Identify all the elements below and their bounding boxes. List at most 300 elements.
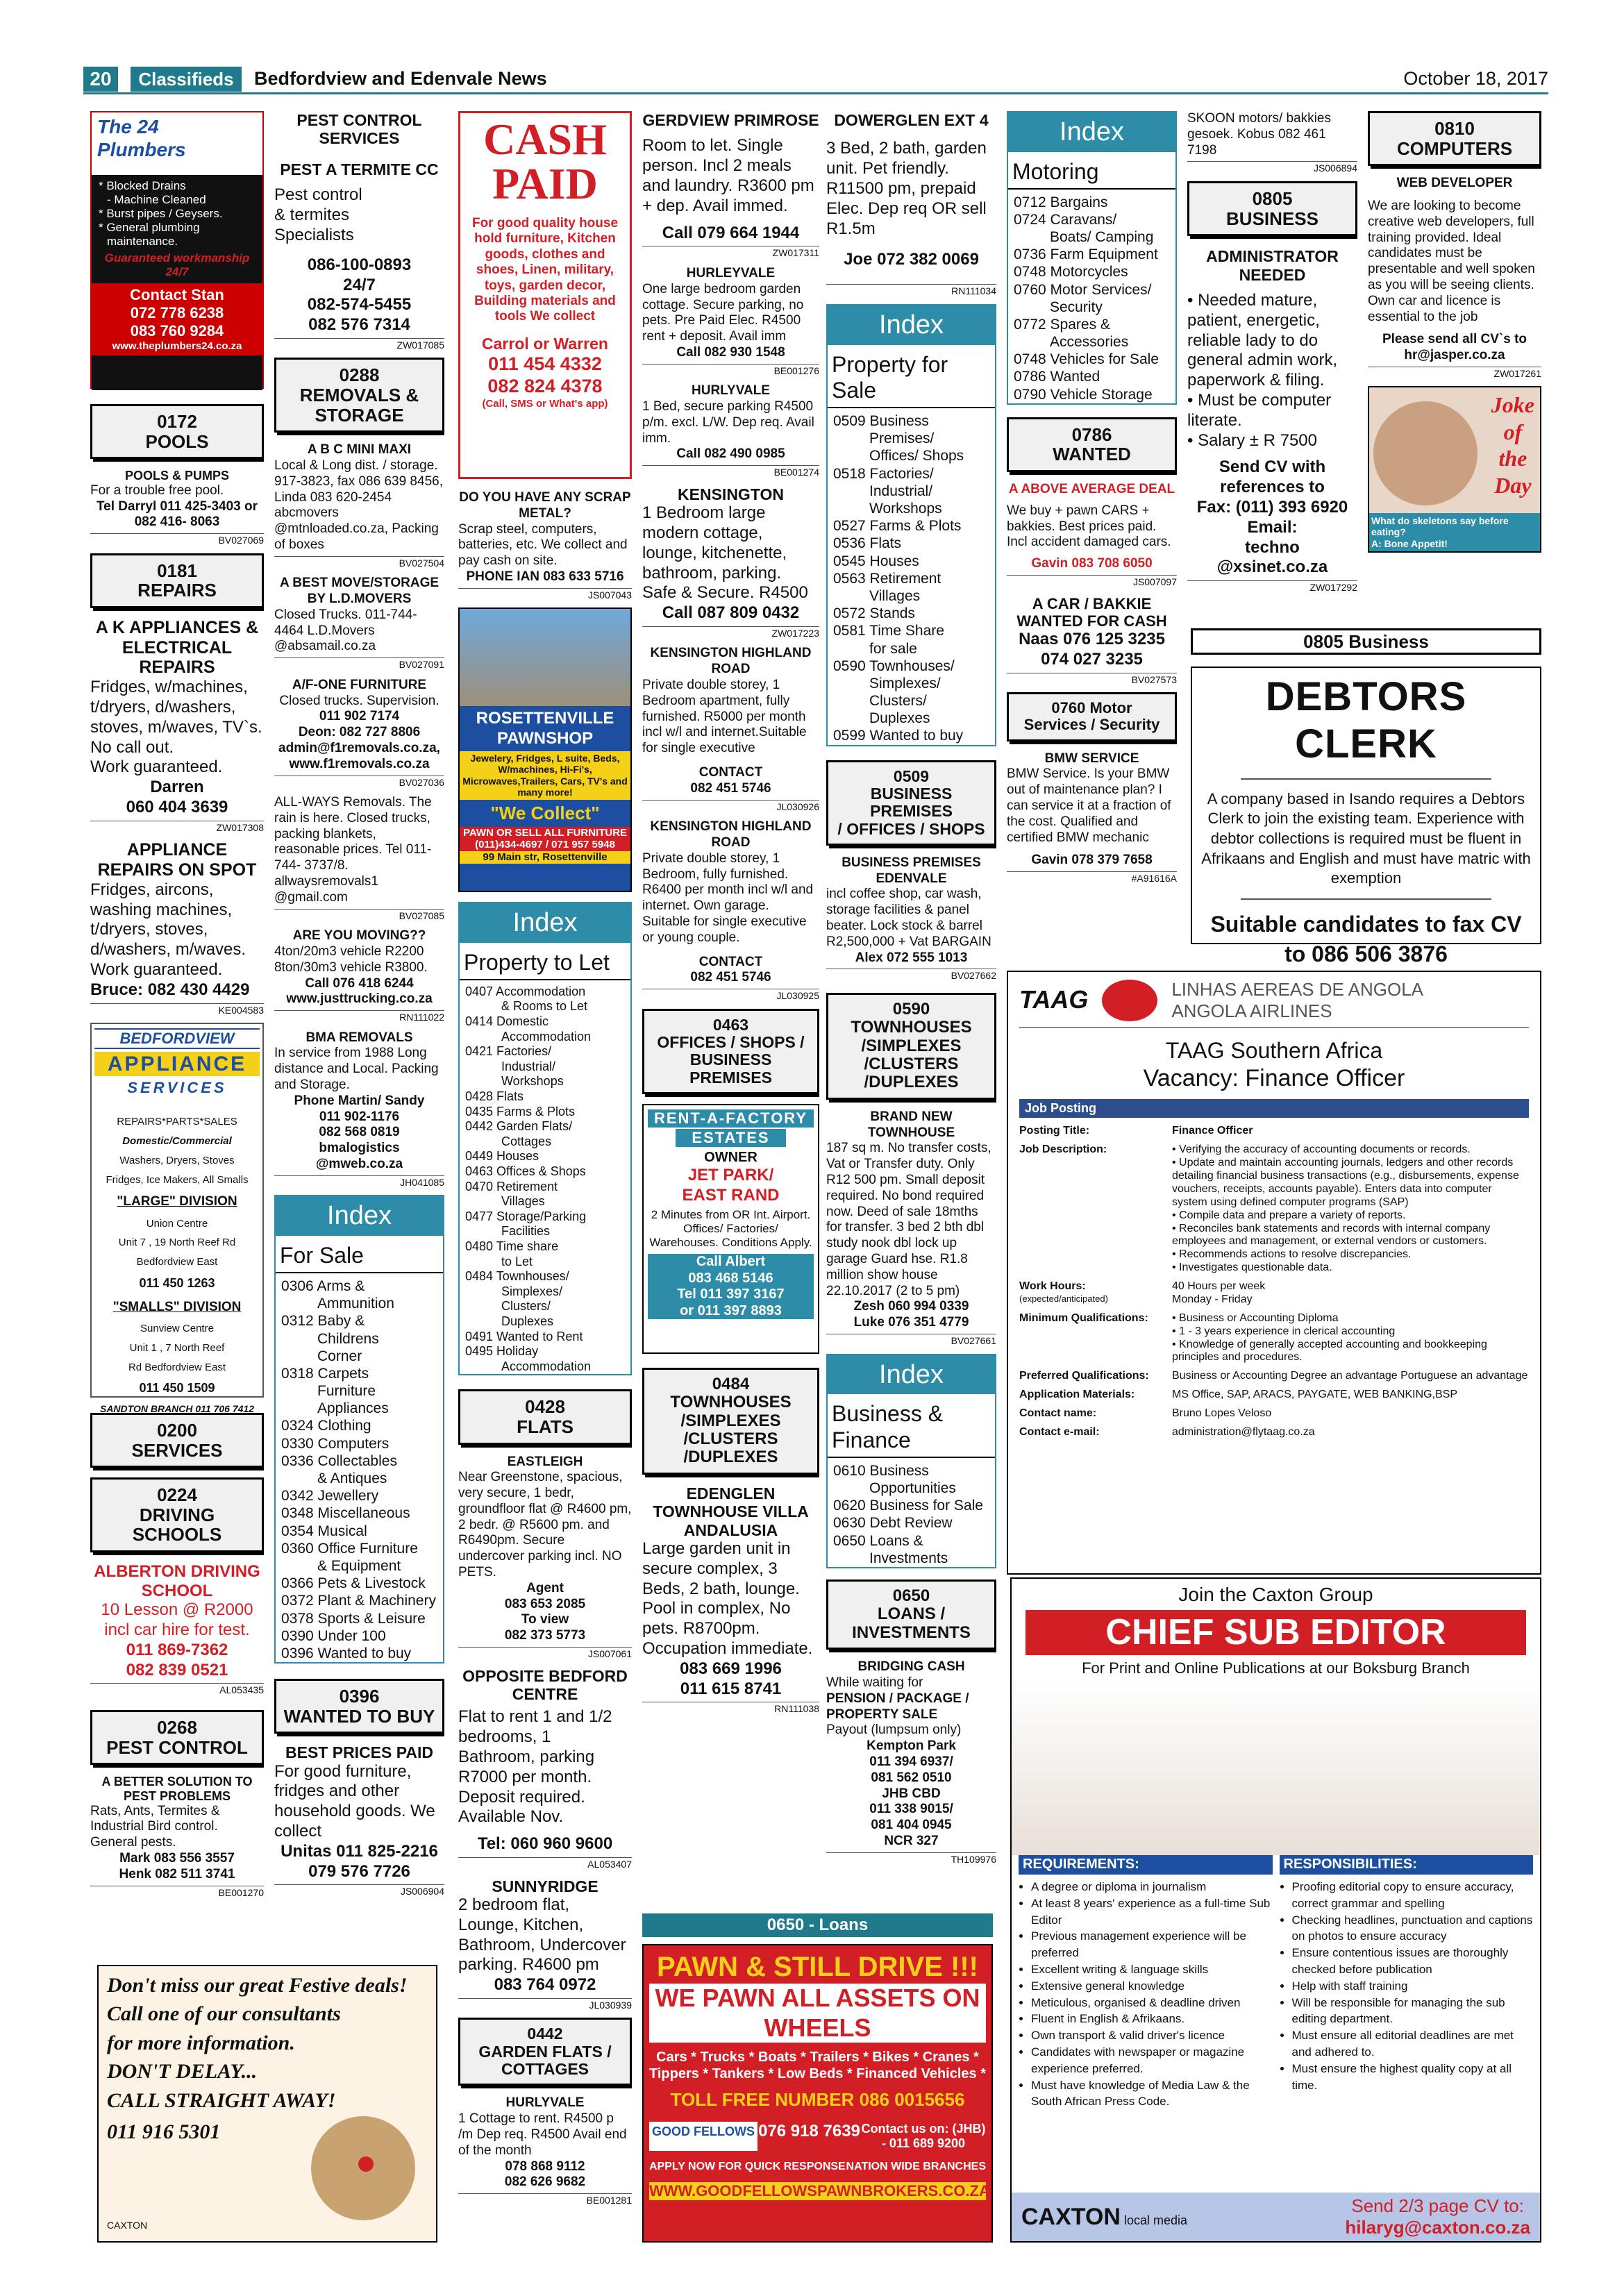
bed-l11: Sunview Centre: [140, 1323, 214, 1335]
index-item[interactable]: Industrial/: [501, 1059, 556, 1073]
index-title: Index: [276, 1196, 443, 1236]
index-item[interactable]: 0620 Business for Sale: [833, 1498, 983, 1514]
index-item[interactable]: 0563 Retirement: [833, 570, 941, 587]
apr-title: APPLIANCE REPAIRS ON SPOT: [97, 840, 257, 880]
plumbers-item: * Burst pipes / Geysers.: [99, 207, 223, 221]
bmw-title: BMW SERVICE: [1044, 751, 1139, 766]
cash-title: CASH: [483, 115, 607, 164]
index-item[interactable]: Accommodation: [501, 1029, 592, 1044]
ad-code: BV027091: [274, 657, 444, 671]
hurly2-text: 1 Cottage to rent. R4500 p /m Dep req. R4500 Avail end of the month: [458, 2111, 627, 2158]
index-item[interactable]: 0495 Holiday: [465, 1344, 539, 1359]
category-pools[interactable]: 0172 POOLS: [90, 404, 264, 459]
cse-subtitle: For Print and Online Publications at our Boksburg Branch: [1082, 1659, 1470, 1677]
index-item[interactable]: 0463 Offices & Shops: [465, 1164, 586, 1178]
pawn-still-drive-ad: [642, 1944, 993, 2243]
wd-send: Please send all CV`s to hr@jasper.co.za: [1382, 332, 1527, 363]
cash-names: Carrol or Warren: [482, 334, 608, 353]
index-item[interactable]: 0336 Collectables: [281, 1452, 397, 1469]
category-driving-schools[interactable]: 0224 DRIVING SCHOOLS: [90, 1477, 264, 1552]
bullet-item: • Update and maintain accounting journals, ledgers and other records detailing financial business transactions (e.g., disbursements, expense vouchers, receipts, accounts payable). Enters data into computer system using defined computer programs (SAP): [1172, 1157, 1519, 1208]
psd-title-2: WE PAWN ALL ASSETS ON WHEELS: [649, 1984, 986, 2043]
index-item[interactable]: 0630 Debt Review: [833, 1515, 953, 1532]
bed-l12: Unit 1 , 7 North Reef: [129, 1341, 225, 1354]
index-item[interactable]: 0599 Wanted to buy: [833, 728, 964, 744]
ad-code: BE001281: [458, 2193, 632, 2206]
bn-title: BRAND NEW TOWNHOUSE: [867, 1109, 955, 1140]
index-item[interactable]: 0790 Vehicle Storage: [1014, 386, 1153, 403]
taag-v3: 40 Hours per week: [1172, 1280, 1266, 1293]
bed-l3: Washers, Dryers, Stoves: [119, 1154, 235, 1166]
ad-code: AL053435: [90, 1683, 264, 1696]
festive-l2: Call one of our consultants: [107, 2002, 341, 2026]
ad-code: TH109976: [826, 1852, 996, 1866]
hurly2-phone-2: 082 626 9682: [504, 2175, 586, 2190]
index-item[interactable]: Villages: [869, 587, 921, 604]
index-property-to-let: [458, 902, 632, 1375]
index-item[interactable]: 0407 Accommodation: [465, 984, 586, 998]
index-item[interactable]: 0581 Time Share: [833, 623, 944, 639]
index-title: Index: [1008, 112, 1175, 152]
index-item[interactable]: 0449 Houses: [465, 1149, 539, 1164]
index-item[interactable]: 0650 Loans &: [833, 1532, 923, 1549]
index-item[interactable]: 0390 Under 100: [281, 1627, 386, 1644]
index-item[interactable]: Workshops: [501, 1074, 564, 1089]
index-heading: Property to Let: [460, 947, 630, 980]
edg-phone-2: 011 615 8741: [680, 1679, 782, 1698]
bp-phone-2: 079 576 7726: [308, 1861, 410, 1881]
index-item[interactable]: Accommodation: [501, 1359, 592, 1373]
ad-code: JS007043: [458, 588, 632, 601]
category-wanted-to-buy[interactable]: 0396 WANTED TO BUY: [274, 1679, 444, 1734]
plumbers-phone-1: 072 778 6238: [130, 304, 224, 322]
dc-suitable: Suitable candidates to fax CV to 086 506 3876: [1210, 911, 1522, 967]
cse-resp-list: [1280, 1879, 1534, 2093]
af-web: www.f1removals.co.za: [289, 756, 430, 771]
index-item[interactable]: 0318 Carpets: [281, 1365, 369, 1382]
raf-title: RENT-A-FACTORY: [648, 1109, 814, 1128]
bc-l5: 011 394 6937/: [869, 1754, 953, 1769]
joke-of-the-day: [1368, 386, 1541, 553]
bma-title: BMA REMOVALS: [305, 1030, 413, 1045]
kens-phone: Call 087 809 0432: [662, 603, 800, 623]
bed-l14: 011 450 1509: [139, 1381, 215, 1396]
plumbers-item: maintenance.: [107, 235, 178, 249]
pc-phone-2: 24/7: [343, 275, 376, 294]
ad-code: BE001274: [642, 465, 819, 478]
category-garden-flats[interactable]: 0442 GARDEN FLATS / COTTAGES: [458, 2018, 632, 2086]
index-item[interactable]: 0484 Townhouses/: [465, 1269, 569, 1284]
cse-email[interactable]: hilaryg@caxton.co.za: [1345, 2217, 1530, 2238]
sunny-phone: 083 764 0972: [494, 1975, 596, 1995]
bullet-item: • Meticulous, organised & deadline driven: [1031, 1995, 1273, 2011]
index-item[interactable]: Industrial/: [869, 483, 933, 499]
taag-v4: [1172, 1312, 1529, 1365]
bullet-item: • Verifying the accuracy of accounting documents or records.: [1172, 1143, 1471, 1156]
category-business[interactable]: 0805 BUSINESS: [1187, 181, 1357, 236]
taag-logo: TAAG: [1019, 985, 1089, 1014]
category-repairs[interactable]: 0181 REPAIRS: [90, 553, 264, 608]
category-flats[interactable]: 0428 FLATS: [458, 1389, 632, 1444]
ad-code: ZW017311: [642, 246, 819, 259]
index-item[interactable]: & Equipment: [317, 1557, 401, 1574]
khr2-contact: CONTACT: [698, 954, 763, 969]
index-item[interactable]: 0590 Townhouses/: [833, 657, 955, 674]
cse-req-list: [1019, 1879, 1273, 2110]
af-phone-1: 011 902 7174: [319, 709, 400, 724]
taag-v7: Bruno Lopes Veloso: [1172, 1407, 1272, 1420]
bsol-phone-1: Mark 083 556 3557: [119, 1850, 235, 1866]
taag-v6: MS Office, SAP, ARACS, PAYGATE, WEB BANKING,BSP: [1172, 1389, 1458, 1401]
raf-title-2: ESTATES: [676, 1129, 786, 1147]
index-item[interactable]: Appliances: [317, 1400, 389, 1417]
rosettenville-pawnshop-ad: [458, 607, 632, 892]
index-item[interactable]: 0354 Musical: [281, 1523, 367, 1539]
bullet-item: • Proofing editorial copy to ensure accuracy, correct grammar and spelling: [1292, 1879, 1534, 1912]
psd-title: PAWN & STILL DRIVE !!!: [657, 1952, 978, 1982]
raf-call: Call Albert: [648, 1254, 814, 1271]
index-item[interactable]: 0509 Business: [833, 413, 929, 430]
page-header: [83, 67, 1548, 92]
bsol-title: A BETTER SOLUTION TO PEST PROBLEMS: [101, 1775, 253, 1803]
index-item[interactable]: 0372 Plant & Machinery: [281, 1593, 436, 1609]
debtors-clerk-ad: [1191, 667, 1541, 967]
index-item[interactable]: 0442 Garden Flats/: [465, 1119, 573, 1134]
cash-text: For good quality house hold furniture, Kitchen goods, clothes and shoes, Linen, military, toys, garden decor, Building materials and tools We collect: [471, 216, 619, 324]
index-item[interactable]: Investments: [869, 1550, 948, 1566]
index-item[interactable]: 0396 Wanted to buy: [281, 1645, 412, 1661]
khr2-phone: 082 451 5746: [690, 970, 771, 985]
ad-code: RN111034: [826, 284, 996, 297]
taag-title-1: TAAG Southern Africa: [1165, 1038, 1383, 1064]
bn-phone-2: Luke 076 351 4779: [853, 1315, 969, 1330]
index-item[interactable]: Childrens: [317, 1330, 379, 1347]
column-4: [642, 111, 819, 1930]
index-item[interactable]: 0342 Jewellery: [281, 1488, 379, 1505]
opp-text: Flat to rent 1 and 1/2 bedrooms, 1 Bathroom, parking R7000 per month. Deposit required. Available Nov.: [458, 1707, 612, 1827]
plumbers-ad: [90, 111, 264, 389]
skoon-text: SKOON motors/ bakkies gesoek. Kobus 082 461 7198: [1187, 111, 1331, 158]
festive-l3: for more information.: [107, 2031, 295, 2054]
gerd-text: Room to let. Single person. Incl 2 meals and laundry. R3600 pm + dep. Avail immed.: [642, 136, 814, 215]
index-item[interactable]: 0772 Spares &: [1014, 316, 1110, 333]
pc-phone-3: 082-574-5455: [307, 295, 412, 315]
plumbers-guarantee: Guaranteed workmanship 24/7: [104, 251, 250, 279]
plumbers-item: - Machine Cleaned: [107, 193, 206, 207]
joke-title-3: the: [1498, 446, 1527, 471]
cse-brand: CAXTON: [1021, 2203, 1121, 2230]
ad-code: JS006904: [274, 1884, 444, 1897]
plumbers-website: www.theplumbers24.co.za: [112, 340, 242, 353]
bc-l7: JHB CBD: [882, 1786, 941, 1801]
index-item[interactable]: Accessories: [1050, 334, 1129, 351]
ad-code: BV027085: [274, 909, 444, 922]
edg-title: EDENGLEN TOWNHOUSE VILLA ANDALUSIA: [653, 1484, 809, 1539]
festive-phone: 011 916 5301: [107, 2120, 221, 2143]
index-item[interactable]: & Antiques: [317, 1470, 387, 1486]
wd-text: We are looking to become creative web developers, full training provided. Ideal candidates must be presentable and well spoken as you will be seeing clients. Own car and licence is essential to the job: [1368, 198, 1535, 324]
issue-date: October 18, 2017: [1403, 68, 1548, 89]
ad-code: #A91616A: [1007, 871, 1177, 885]
index-item[interactable]: 0610 Business: [833, 1462, 929, 1479]
raf-phone-1: 083 468 5146: [648, 1271, 814, 1287]
eastleigh-view: To view: [521, 1612, 569, 1627]
index-list: [276, 1277, 443, 1662]
category-business-premises[interactable]: 0509 BUSINESS PREMISES / OFFICES / SHOPS: [826, 760, 996, 846]
ad-code: BE001270: [90, 1886, 264, 1899]
index-item[interactable]: 0348 Miscellaneous: [281, 1505, 410, 1522]
chief-sub-editor-ad: [1010, 1577, 1541, 2243]
index-heading: Business & Finance: [828, 1398, 995, 1458]
moving-phone: Call 076 418 6244: [305, 975, 414, 991]
pc-body: Pest control & termites Specialists: [274, 185, 362, 244]
index-item[interactable]: Ammunition: [317, 1296, 394, 1312]
bullet-item: • 1 - 3 years experience in clerical accounting: [1172, 1325, 1396, 1337]
hurly-text: One large bedroom garden cottage. Secure parking, no pets. Pre Paid Elec. R4500 rent + deposit. Avail imm: [642, 281, 804, 344]
bullet-item: • Compile data and prepare a variety of reports.: [1172, 1209, 1406, 1221]
category-offices-shops[interactable]: 0463 OFFICES / SHOPS / BUSINESS PREMISES: [642, 1009, 819, 1094]
cse-resp-title: RESPONSIBILITIES:: [1280, 1855, 1534, 1875]
bc-title: BRIDGING CASH: [857, 1659, 965, 1675]
raf-phone-2: Tel 011 397 3167: [648, 1287, 814, 1303]
bullet-item: • Must have knowledge of Media Law & the South African Press Code.: [1031, 2077, 1273, 2111]
raf-owner: OWNER: [704, 1149, 757, 1165]
plumbers-logo-1: The 24: [97, 116, 159, 137]
bed-l7: Unit 7 , 19 North Reef Rd: [118, 1237, 236, 1249]
edg-phone-1: 083 669 1996: [680, 1659, 782, 1678]
index-item[interactable]: 0477 Storage/Parking: [465, 1209, 587, 1223]
moving-web: www.justtrucking.co.za: [286, 991, 433, 1007]
ad-code: JS006894: [1187, 161, 1357, 174]
taag-title-2: Vacancy: Finance Officer: [1143, 1065, 1405, 1092]
dow-text: 3 Bed, 2 bath, garden unit. Pet friendly. R11500 pm, prepaid Elec. Dep req OR sell R1.5m: [826, 139, 987, 238]
bed-l8: Bedfordview East: [136, 1256, 218, 1268]
column-5: [826, 111, 996, 1909]
index-item[interactable]: 0748 Vehicles for Sale: [1014, 351, 1159, 368]
bullet-item: • Help with staff training: [1292, 1978, 1534, 1995]
index-item[interactable]: Simplexes/: [501, 1284, 563, 1298]
adm-email: Email:: [1247, 517, 1298, 537]
index-item[interactable]: 0480 Time share: [465, 1239, 559, 1253]
adm-fax: Fax: (011) 393 6920: [1196, 497, 1348, 517]
category-townhouses-sale[interactable]: 0590 TOWNHOUSES /SIMPLEXES /CLUSTERS /DUPLEXES: [826, 993, 996, 1100]
bedfordview-appliance-ad: [90, 1023, 264, 1414]
index-title: Index: [460, 903, 630, 943]
index-item[interactable]: 0736 Farm Equipment: [1014, 246, 1158, 263]
bullet-item: • Candidates with newspaper or magazine experience preferred.: [1031, 2044, 1273, 2077]
index-item[interactable]: Facilities: [501, 1224, 551, 1239]
index-item[interactable]: for sale: [869, 640, 917, 657]
index-item[interactable]: 0360 Office Furniture: [281, 1540, 418, 1557]
ak-phone: 060 404 3639: [126, 798, 228, 816]
category-services[interactable]: 0200 SERVICES: [90, 1413, 264, 1468]
joke-question: What do skeletons say before eating?: [1371, 514, 1509, 538]
khr1-text: Private double storey, 1 Bedroom apartment, fully furnished. R5000 per month incl w/l and internet.Suitable for single executive: [642, 678, 807, 756]
bc-l6: 081 562 0510: [871, 1770, 952, 1785]
bn-text: 187 sq m. No transfer costs, Vat or Transfer duty. Only R12 500 pm. Small deposit required. No bond required now. Deed of sale 18mths for transfer. 3 bed 2 bth dbl study nook dbl lock up garage Guard hse. R1.8 million show house 22.10.2017 (2 to 5 pm): [826, 1141, 991, 1298]
eastleigh-text: Near Greenstone, spacious, very secure, 1 bedr, groundfloor flat @ R4600 pm, 2 bedr. @ R5600 pm. and R6490pm. Secure undercover parking incl. NO PETS.: [458, 1470, 632, 1580]
index-item[interactable]: 0527 Farms & Plots: [833, 518, 962, 535]
index-item[interactable]: 0324 Clothing: [281, 1418, 371, 1434]
category-motor-services[interactable]: 0760 Motor Services / Security: [1007, 692, 1177, 741]
column-6: [1007, 111, 1177, 972]
bullet-item: • Previous management experience will be preferred: [1031, 1928, 1273, 1961]
category-loans-investments[interactable]: 0650 LOANS / INVESTMENTS: [826, 1579, 996, 1650]
publication-name: Bedfordview and Edenvale News: [254, 68, 547, 89]
index-item[interactable]: Opportunities: [869, 1480, 956, 1497]
index-item[interactable]: 0760 Motor Services/: [1014, 281, 1152, 298]
index-heading: Property for Sale: [828, 349, 995, 409]
index-item[interactable]: 0414 Domestic: [465, 1014, 549, 1029]
bmw-phone: Gavin 078 379 7658: [1031, 853, 1153, 868]
index-item[interactable]: 0330 Computers: [281, 1435, 390, 1452]
best-title: A BEST MOVE/STORAGE BY L.D.MOVERS: [279, 576, 440, 607]
index-item[interactable]: Security: [1050, 299, 1103, 315]
alberton-text: 10 Lesson @ R2000 incl car hire for test.: [101, 1600, 253, 1640]
index-item[interactable]: 0470 Retirement: [465, 1179, 558, 1193]
category-removals-storage[interactable]: 0288 REMOVALS & STORAGE: [274, 358, 444, 433]
index-item[interactable]: Boats/ Camping: [1050, 228, 1154, 245]
index-item[interactable]: Simplexes/: [869, 675, 941, 692]
index-item[interactable]: to Let: [501, 1254, 533, 1268]
category-pest-control[interactable]: 0268 PEST CONTROL: [90, 1710, 264, 1765]
index-item[interactable]: Workshops: [869, 501, 942, 517]
hurly3-phone: Call 082 490 0985: [676, 446, 785, 462]
ad-code: RN111038: [642, 1702, 819, 1715]
ad-code: JS007061: [458, 1647, 632, 1660]
index-item[interactable]: 0491 Wanted to Rent: [465, 1329, 583, 1343]
index-item[interactable]: Corner: [317, 1348, 362, 1364]
index-item[interactable]: 0421 Factories/: [465, 1044, 552, 1059]
bullet-item: • Must ensure all editorial deadlines are met and adhered to.: [1292, 2027, 1534, 2061]
adm-email-3: @xsinet.co.za: [1216, 558, 1328, 577]
raf-east: EAST RAND: [682, 1185, 780, 1205]
ak-name: Darren: [150, 778, 204, 797]
laughing-face-photo: [1373, 401, 1477, 505]
category-townhouses[interactable]: 0484 TOWNHOUSES /SIMPLEXES /CLUSTERS /DUPLEXES: [642, 1368, 819, 1475]
category-computers[interactable]: 0810 COMPUTERS: [1368, 111, 1541, 166]
psd-contact: Contact us on: (JHB) - 011 689 9200: [861, 2121, 986, 2151]
category-wanted[interactable]: 0786 WANTED: [1007, 417, 1177, 472]
pawn-sell: PAWN OR SELL ALL FURNITURE: [460, 827, 630, 839]
abc-text: Local & Long dist. / storage. 917-3823, fax 086 639 8456, Linda 083 620-2454 abcmovers @mtnloaded.co.za, Packing of boxes: [274, 458, 443, 552]
bullet-item: • Will be responsible for managing the sub editing department.: [1292, 1995, 1534, 2028]
index-item[interactable]: 0306 Arms &: [281, 1277, 365, 1294]
pc-phone-1: 086-100-0893: [307, 255, 412, 274]
festive-l1: Don't miss our great Festive deals!: [107, 1974, 408, 1997]
index-item[interactable]: Offices/ Shops: [869, 448, 964, 464]
cse-local: local media: [1123, 2213, 1188, 2227]
raf-text: 2 Minutes from OR Int. Airport. Offices/ Factories/ Warehouses. Conditions Apply.: [649, 1207, 812, 1250]
index-item[interactable]: 0786 Wanted: [1014, 369, 1100, 385]
index-item[interactable]: 0366 Pets & Livestock: [281, 1575, 426, 1592]
index-item[interactable]: 0748 Motorcycles: [1014, 264, 1128, 280]
bp-phone: Unitas 011 825-2216: [281, 1841, 438, 1861]
khr2-text: Private double storey, 1 Bedroom, fully furnished. R6400 per month incl w/l and internet. Own garage. Suitable for single executive or young couple.: [642, 850, 814, 945]
aaa-text: We buy + pawn CARS + bakkies. Best prices paid. Incl accident damaged cars.: [1007, 503, 1171, 550]
aaa-phone: Gavin 083 708 6050: [1031, 556, 1153, 571]
index-item[interactable]: Duplexes: [501, 1314, 554, 1328]
ad-code: BV027573: [1007, 673, 1177, 686]
moving-text: 4ton/20m3 vehicle R2200 8ton/30m3 vehicle R3800.: [274, 944, 428, 975]
gerd-phone: Call 079 664 1944: [662, 223, 800, 242]
plumbers-logo-2: Plumbers: [97, 139, 186, 161]
column-2: [274, 111, 444, 1958]
column-3: [458, 111, 632, 2249]
plumbers-item: * General plumbing: [99, 221, 200, 235]
khr1-title: KENSINGTON HIGHLAND ROAD: [650, 646, 812, 677]
index-property-for-sale: [826, 304, 996, 746]
bc-l1: While waiting for: [826, 1675, 923, 1690]
index-item[interactable]: Cottages: [501, 1134, 552, 1148]
bmw-text: BMW Service. Is your BMW out of maintenance plan? I can service it at a fraction of the cost. Qualified and certified BMW mechanic: [1007, 766, 1171, 845]
af-email: admin@f1removals.co.za,: [278, 740, 440, 755]
index-for-sale: [274, 1195, 444, 1664]
pawn-phone: (011)434-4697 / 071 957 5948: [460, 839, 630, 851]
abc-title: A B C MINI MAXI: [307, 442, 412, 458]
taag-v5: Business or Accounting Degree an advantage Portuguese an advantage: [1172, 1370, 1528, 1382]
af-title: A/F-ONE FURNITURE: [292, 677, 427, 692]
index-item[interactable]: 0435 Farms & Plots: [465, 1104, 576, 1118]
index-heading: For Sale: [276, 1240, 443, 1273]
pawnshop-building-photo: [460, 609, 630, 706]
pools-ad-text: For a trouble free pool.: [90, 483, 224, 498]
pools-ad-title: POOLS & PUMPS: [124, 469, 230, 483]
pools-ad-phone: Tel Darryl 011 425-3403 or: [96, 498, 258, 514]
bed-l4: Fridges, Ice Makers, All Smalls: [106, 1173, 249, 1186]
index-item[interactable]: 0378 Sports & Leisure: [281, 1610, 426, 1627]
sunny-title: SUNNYRIDGE: [492, 1877, 598, 1895]
hurly3-text: 1 Bed, secure parking R4500 p/m. excl. L/W. Dep req. Avail imm.: [642, 399, 814, 446]
index-item[interactable]: 0518 Factories/: [833, 465, 934, 482]
column-1: [90, 111, 264, 2249]
plumbers-phone-2: 083 760 9284: [130, 322, 224, 340]
aaa-title: A ABOVE AVERAGE DEAL: [1008, 482, 1175, 497]
festive-brand: CAXTON: [107, 2220, 148, 2231]
index-item[interactable]: 0428 Flats: [465, 1089, 524, 1104]
ad-code: BE001276: [642, 364, 819, 377]
bed-l2: Domestic/Commercial: [122, 1135, 232, 1148]
taag-k5: Preferred Qualifications:: [1019, 1370, 1149, 1382]
index-motoring: [1007, 111, 1177, 405]
index-item[interactable]: 0572 Stands: [833, 605, 915, 622]
joke-title-1: Joke: [1491, 392, 1534, 418]
index-item[interactable]: 0536 Flats: [833, 535, 902, 552]
index-item[interactable]: 0545 Houses: [833, 553, 919, 569]
bed-l15: SANDTON BRANCH 011 706 7412: [99, 1402, 254, 1414]
index-item[interactable]: 0312 Baby &: [281, 1313, 365, 1330]
index-item[interactable]: Villages: [501, 1194, 545, 1209]
index-item[interactable]: Duplexes: [869, 710, 930, 727]
index-item[interactable]: 0712 Bargains: [1014, 194, 1108, 210]
bma-p2: 011 902-1176: [319, 1109, 400, 1124]
index-item[interactable]: Clusters/: [501, 1299, 551, 1314]
index-item[interactable]: Furniture: [317, 1383, 376, 1400]
bn-phone-1: Zesh 060 994 0339: [853, 1299, 969, 1314]
adm-send: Send CV with references to: [1219, 458, 1326, 497]
index-title: Index: [828, 1355, 995, 1395]
pools-ad-phone-2: 082 416- 8063: [134, 514, 220, 530]
index-item[interactable]: Clusters/: [869, 693, 927, 710]
bed-t3: SERVICES: [127, 1079, 227, 1097]
index-item[interactable]: Premises/: [869, 430, 935, 447]
bullet-item: • Business or Accounting Diploma: [1172, 1312, 1339, 1324]
bed-l13: Rd Bedfordview East: [128, 1361, 226, 1373]
index-item[interactable]: 0724 Caravans/: [1014, 211, 1117, 228]
bc-l9: 081 404 0945: [871, 1818, 952, 1833]
index-item[interactable]: & Rooms to Let: [501, 999, 588, 1014]
scrap-text: Scrap steel, computers, batteries, etc. We collect and pay cash on site.: [458, 521, 628, 569]
